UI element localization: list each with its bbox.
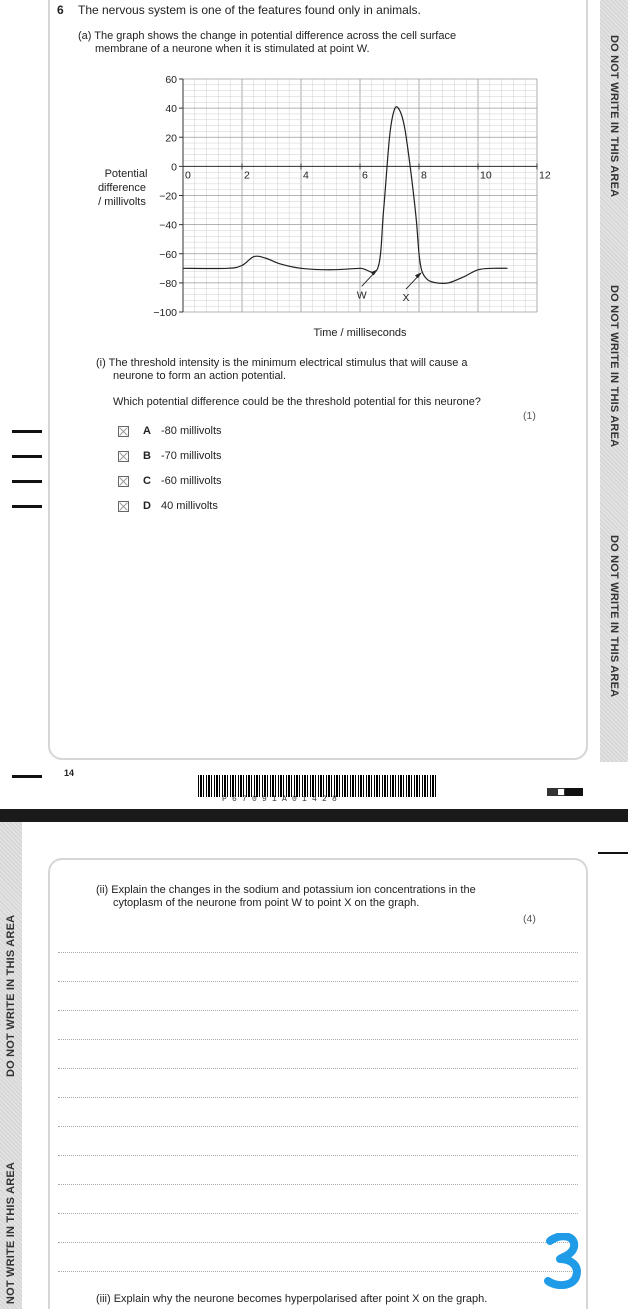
exam-page-15 — [0, 822, 628, 1309]
y-tick-label: 20 — [165, 132, 177, 145]
option-text: 40 millivolts — [161, 500, 218, 512]
y-tick-label: −100 — [153, 307, 177, 319]
x-tick-label: 8 — [421, 169, 427, 182]
y-tick-label: 40 — [165, 103, 177, 116]
answer-line[interactable] — [58, 1097, 578, 1098]
margin-bar — [12, 430, 42, 433]
answer-line[interactable] — [58, 981, 578, 982]
part-i-text: (i) The threshold intensity is the minimum electrical stimulus that will cause a — [96, 357, 468, 369]
x-tick-label: 2 — [244, 169, 250, 182]
y-tick-label: −60 — [159, 248, 177, 261]
checkbox-d[interactable] — [118, 501, 129, 512]
option-d[interactable] — [118, 500, 218, 512]
answer-line[interactable] — [58, 952, 578, 953]
part-a-text: (a) The graph shows the change in potential difference across the cell surface — [78, 30, 457, 42]
option-text: -60 millivolts — [161, 475, 222, 487]
margin-bar — [12, 775, 42, 778]
margin-bar — [12, 505, 42, 508]
checkbox-a[interactable] — [118, 426, 129, 437]
part-ii-text: (ii) Explain the changes in the sodium and potassium ion concentrations in the — [96, 884, 476, 896]
option-letter: C — [143, 475, 151, 487]
action-potential-curve — [183, 107, 508, 284]
margin-bar — [12, 480, 42, 483]
annotation-label: W — [356, 289, 367, 302]
chart-annotations — [357, 269, 422, 304]
handwritten-score-mark — [544, 1233, 582, 1289]
marks-indicator: (1) — [523, 410, 536, 422]
question-number: 6 — [57, 3, 64, 17]
y-tick-label: −20 — [159, 190, 177, 203]
potential-graph — [0, 0, 600, 350]
margin-warning: DO NOT WRITE IN THIS AREA — [608, 535, 620, 698]
x-tick-label: 0 — [185, 169, 191, 182]
part-ii-text: cytoplasm of the neurone from point W to point X on the graph. — [113, 897, 420, 909]
annotation-arrowhead — [415, 272, 422, 278]
part-i-text: neurone to form an action potential. — [113, 370, 287, 382]
y-tick-label: 0 — [171, 161, 177, 174]
y-tick-label: −80 — [159, 277, 177, 290]
option-b[interactable] — [118, 450, 222, 462]
answer-line[interactable] — [58, 1242, 578, 1243]
checkbox-b[interactable] — [118, 451, 129, 462]
annotation-label: X — [402, 292, 410, 305]
y-axis-label: difference — [97, 182, 147, 194]
part-i-question: Which potential difference could be the threshold potential for this neurone? — [113, 396, 481, 408]
x-axis-label: Time / milliseconds — [313, 327, 407, 339]
answer-line[interactable] — [58, 1271, 578, 1272]
answer-line[interactable] — [58, 1039, 578, 1040]
option-text: -70 millivolts — [161, 450, 222, 462]
y-axis-label: Potential — [104, 168, 148, 180]
question-intro: The nervous system is one of the features found only in animals. — [78, 3, 421, 17]
checkbox-c[interactable] — [118, 476, 129, 487]
option-letter: B — [143, 450, 151, 462]
answer-line[interactable] — [58, 1184, 578, 1185]
x-tick-label: 6 — [362, 169, 368, 182]
y-axis-label: / millivolts — [98, 196, 146, 208]
part-a-text: membrane of a neurone when it is stimulated at point W. — [95, 43, 370, 55]
option-letter: D — [143, 500, 151, 512]
page-number: 14 — [64, 768, 75, 778]
answer-line[interactable] — [58, 1010, 578, 1011]
barcode-text: P67091A01428 — [222, 795, 343, 804]
option-c[interactable] — [118, 475, 222, 487]
option-letter: A — [143, 425, 151, 437]
answer-line[interactable] — [58, 1126, 578, 1127]
margin-bar — [12, 455, 42, 458]
y-tick-label: −40 — [159, 219, 177, 232]
margin-bar — [598, 852, 628, 854]
margin-warning: DO NOT WRITE IN THIS AREA — [608, 35, 620, 198]
margin-warning: DO NOT WRITE IN THIS AREA — [608, 285, 620, 448]
margin-warning: NOT WRITE IN THIS AREA — [5, 1161, 17, 1305]
registration-marks — [547, 788, 583, 796]
x-tick-label: 4 — [303, 169, 309, 182]
option-a[interactable] — [118, 425, 222, 437]
answer-line[interactable] — [58, 1068, 578, 1069]
answer-line[interactable] — [58, 1155, 578, 1156]
part-iii-text: (iii) Explain why the neurone becomes hyperpolarised after point X on the graph. — [96, 1293, 488, 1305]
barcode — [198, 775, 438, 797]
margin-warning: DO NOT WRITE IN THIS AREA — [5, 914, 17, 1077]
option-text: -80 millivolts — [161, 425, 222, 437]
chart-grid — [183, 79, 537, 312]
answer-line[interactable] — [58, 1213, 578, 1214]
chart-axes — [153, 74, 550, 319]
x-tick-label: 10 — [480, 169, 492, 182]
y-tick-label: 60 — [165, 74, 177, 86]
marks-indicator: (4) — [523, 913, 536, 925]
x-tick-label: 12 — [539, 169, 551, 182]
